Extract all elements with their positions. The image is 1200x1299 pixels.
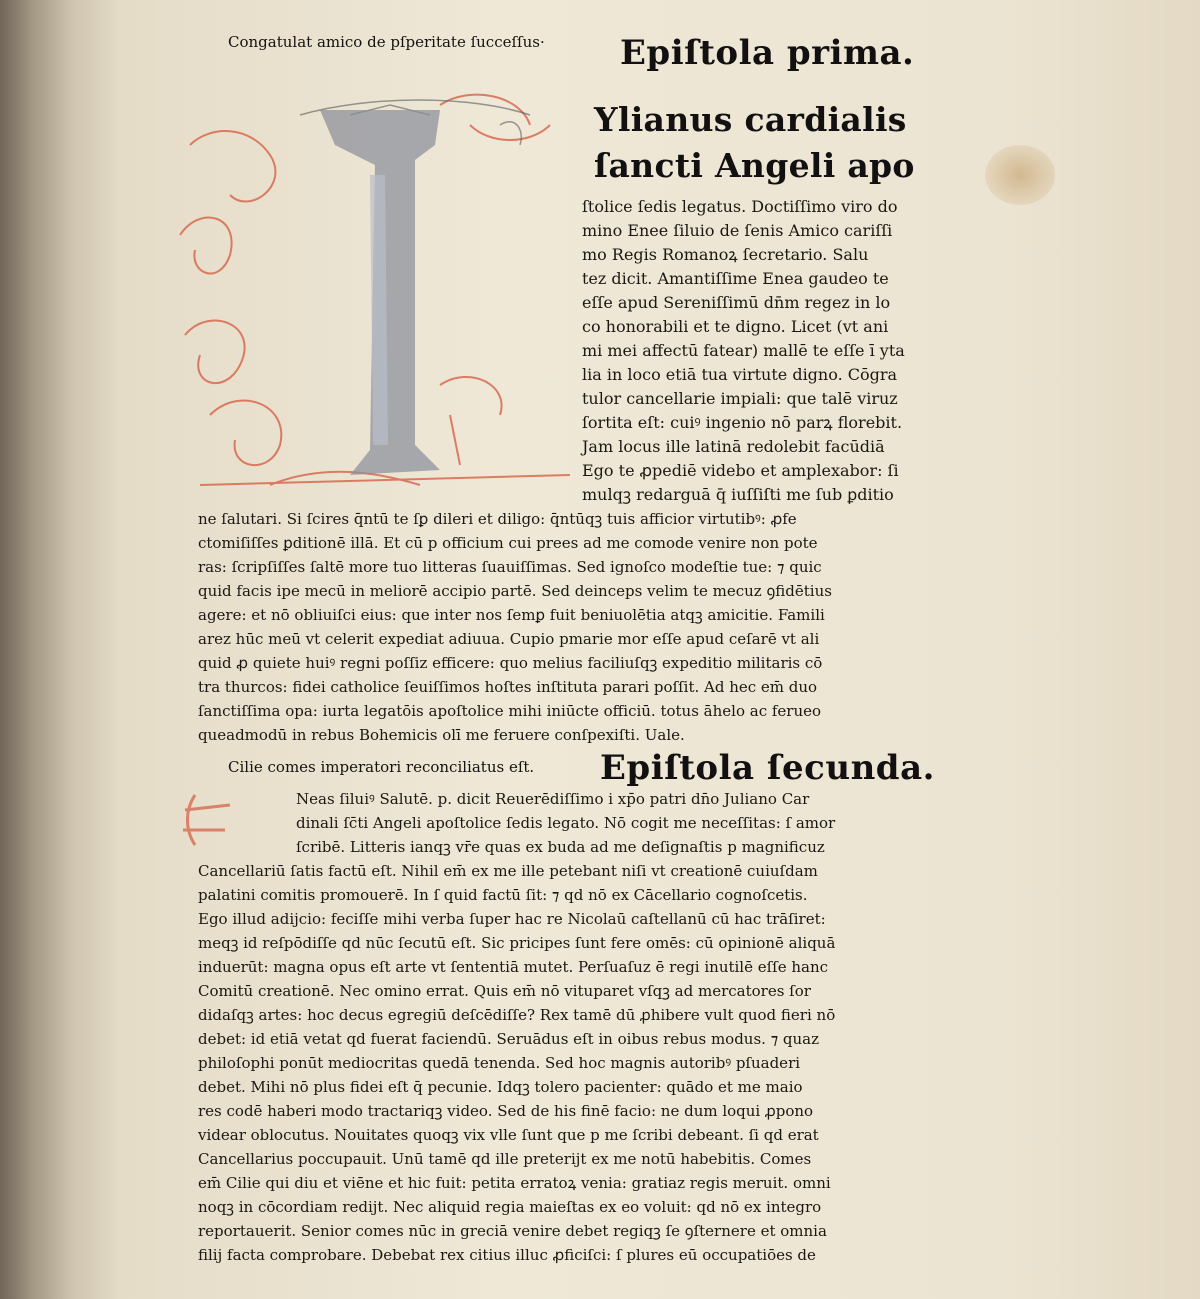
text-line: agere: et nō obliuiſci eius: que inter nos ſemꝑ fuit beniuolētia atqꝫ amicitie. Famili: [198, 606, 825, 624]
text-line: ſortita eſt: cuiꝰ ingenio nō parꝝ florebit.: [582, 413, 903, 432]
text-line: dinali ſc̄ti Angeli apoſtolice ſedis legato. Nō cogit me neceſſitas: ſ amor: [296, 814, 836, 832]
text-line: mulqꝫ redarguā q̄ iuſſiſti me ſub ꝑditio: [582, 485, 894, 504]
text-line: mi mei affectū fatear) mallē te eſſe ī yta: [582, 341, 905, 360]
opening-line: Ylianus cardialis: [594, 100, 907, 139]
text-line: Neas ſiluiꝰ Salutē. p. dicit Reuerēdiſſimo i xp̄o patri dn̄o Juliano Car: [296, 790, 810, 808]
text-line: ne ſalutari. Si ſcires q̄ntū te ſꝑ dileri et diligo: q̄ntūqꝫ tuis afficior virtutibꝰ: ꝓfe: [198, 510, 797, 528]
epistola-2-title: Epiſtola ſecunda.: [600, 748, 935, 788]
text-line: ſtolice ſedis legatus. Doctiſſimo viro do: [582, 197, 898, 216]
rubricated-initial-e: [175, 785, 255, 855]
text-line: Ego illud adijcio: feciſſe mihi verba ſuper hac re Nicolaū caſtellanū cū hac trāſiret:: [198, 910, 826, 928]
text-line: Comitū creationē. Nec omino errat. Quis em̄ nō vituparet vſqꝫ ad mercatores ſor: [198, 982, 811, 1000]
text-line: Ego te ꝓpediē videbo et amplexabor: ſi: [582, 461, 899, 480]
text-line: videar oblocutus. Nouitates quoqꝫ vix vlle ſunt que p me ſcribi debeant. ſi qd erat: [198, 1126, 819, 1144]
text-line: tulor cancellarie impiali: que talē viruz: [582, 389, 898, 408]
text-line: mino Enee ſiluio de ſenis Amico cariſſi: [582, 221, 893, 240]
text-line: res codē haberi modo tractariqꝫ video. Sed de his finē facio: ne dum loqui ꝓpono: [198, 1102, 814, 1120]
text-line: mo Regis Romanoꝝ ſecretario. Salu: [582, 245, 869, 264]
text-line: meqꝫ id reſpōdiſſe qd nūc ſecutū eſt. Sic pricipes ſunt fere omēs: cū opinionē aliquā: [198, 934, 836, 952]
text-line: ctomiſiſſes ꝑditionē illā. Et cū p officium cui prees ad me comode venire non pote: [198, 534, 818, 552]
text-line: palatini comitis promouerē. In ſ quid factū ſit: ⁊ qd nō ex Cācellario cognoſcetis.: [198, 886, 808, 904]
text-line: philoſophi ponūt mediocritas quedā tenenda. Sed hoc magnis autoribꝰ pſuaderi: [198, 1054, 801, 1072]
text-line: reportauerit. Senior comes nūc in greciā venire debet regiqꝫ ſe ꝯſternere et omnia: [198, 1222, 827, 1240]
text-line: ras: ſcripſiſſes ſaltē more tuo litteras ſuauiſſimas. Sed ignoſco modeſtie tue: ⁊ quic: [198, 558, 822, 576]
text-line: eſſe apud Sereniſſimū dn̄m regez in lo: [582, 293, 891, 312]
text-line: em̄ Cilie qui diu et viēne et hic fuit: petita erratoꝝ venia: gratiaz regis meruit. omni: [198, 1174, 831, 1192]
text-line: co honorabili et te digno. Licet (vt ani: [582, 317, 889, 336]
text-line: queadmodū in rebus Bohemicis olī me feruere conſpexiſti. Uale.: [198, 726, 685, 744]
text-line: Cancellarius poccupauit. Unū tamē qd ille preterijt ex me notū habebitis. Comes: [198, 1150, 812, 1168]
text-line: quid ꝓ quiete huiꝰ regni poſſiz efficere: quo melius faciliuſqꝫ expeditio militaris cō: [198, 654, 823, 672]
text-line: Cancellariū ſatis factū eſt. Nihil em̄ ex me ille petebant niſi vt creationē cuiuſdam: [198, 862, 818, 880]
text-line: didaſqꝫ artes: hoc decus egregiū deſcēdiſſe? Rex tamē dū ꝓhibere vult quod fieri nō: [198, 1006, 836, 1024]
text-line: induerūt: magna opus eſt arte vt ſententiā mutet. Perſuaſuz ē regi inutilē eſſe hanc: [198, 958, 829, 976]
epistola-1-title: Epiſtola prima.: [620, 33, 915, 73]
text-line: tra thurcos: fidei catholice ſeuiſſimos hoſtes inſtituta parari poſſit. Ad hec em̄ duo: [198, 678, 818, 696]
text-line: Jam locus ille latinā redolebit facūdiā: [582, 437, 885, 456]
text-line: lia in loco etiā tua virtute digno. Cōgra: [582, 365, 898, 384]
text-line: noqꝫ in cōcordiam redijt. Nec aliquid regia maieſtas ex eo voluit: qd nō ex integro: [198, 1198, 822, 1216]
text-line: arez hūc meū vt celerit expediat adiuua. Cupio pmarie mor eſſe apud ceſarē vt ali: [198, 630, 820, 648]
epistola-1-summary: Congatulat amico de pſperitate ſucceſſus·: [228, 33, 545, 51]
text-line: ſcribē. Litteris ianqꝫ vr̄e quas ex buda ad me deſignaſtis p magnificuz: [296, 838, 825, 856]
text-line: tez dicit. Amantiſſime Enea gaudeo te: [582, 269, 889, 288]
text-line: quid facis ipe mecū in meliorē accipio partē. Sed deinceps velim te mecuz ꝯfidētius: [198, 582, 832, 600]
text-line: debet. Mihi nō plus fidei eſt q̄ pecunie. Idqꝫ tolero pacienter: quādo et me maio: [198, 1078, 803, 1096]
opening-line: ſancti Angeli apo: [594, 146, 915, 185]
text-line: filij facta comprobare. Debebat rex citius illuc ꝓficiſci: ſ plures eū occupatiōes de: [198, 1246, 816, 1264]
text-line: ſanctiſſima opa: iurta legatōis apoſtolice mihi iniūcte officiū. totus āhelo ac ferueo: [198, 702, 822, 720]
text-line: debet: id etiā vetat qd fuerat faciendū. Seruādus eſt in oibus rebus modus. ⁊ quaz: [198, 1030, 820, 1048]
epistola-2-summary: Cilie comes imperatori reconciliatus eſt.: [228, 758, 535, 776]
